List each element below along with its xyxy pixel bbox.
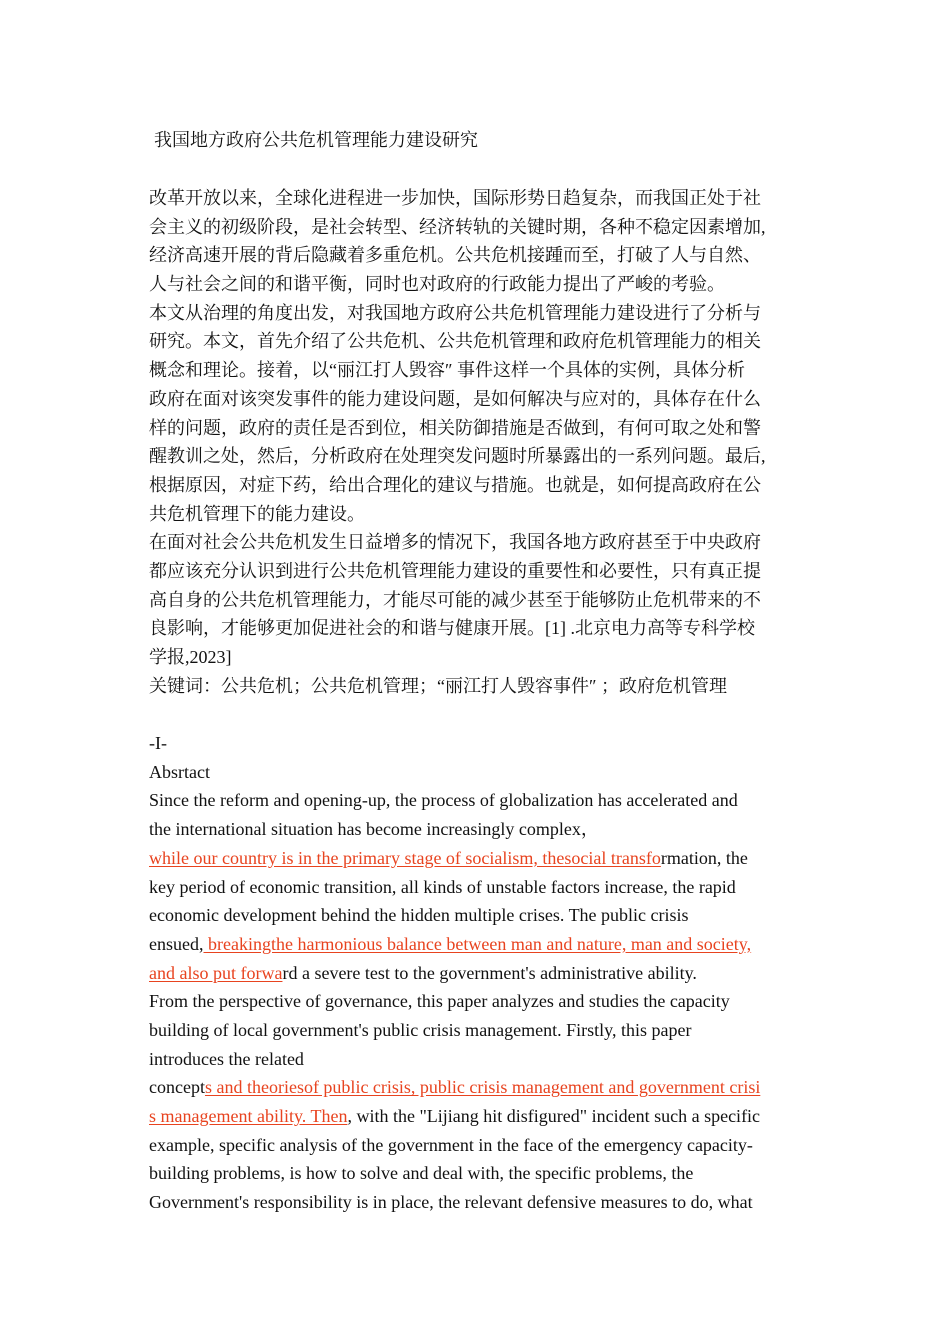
en-line: the international situation has become increasingly complex， xyxy=(149,819,599,840)
cn-keywords: 关键词：公共危机；公共危机管理；“丽江打人毁容事件″ ；政府危机管理 xyxy=(149,675,727,696)
tracked-change-text: while our country is in the primary stage of socialism, thesocial transfo xyxy=(149,847,661,868)
en-line: economic development behind the hidden multiple crises. The public crisis xyxy=(149,905,689,926)
cn-p2-line: 概念和理论。接着，以“丽江打人毁容″ 事件这样一个具体的实例，具体分析 xyxy=(149,360,745,381)
tracked-change-text: s and theoriesof public crisis, public crisis management and government crisi xyxy=(204,1077,761,1098)
en-line: building of local government's public crisis management. Firstly, this paper xyxy=(149,1019,692,1040)
tracked-change-text: and also put forwa xyxy=(149,962,283,983)
en-line xyxy=(149,959,829,988)
en-line: From the perspective of governance, this paper analyzes and studies the capacity xyxy=(149,991,730,1012)
cn-p2-line: 根据原因，对症下药，给出合理化的建议与措施。也就是，如何提高政府在公 xyxy=(149,474,761,495)
cn-p1-line: 人与社会之间的和谐平衡，同时也对政府的行政能力提出了严峻的考验。 xyxy=(149,274,725,295)
cn-p3-line: 高自身的公共危机管理能力，才能尽可能的减少甚至于能够防止危机带来的不 xyxy=(149,589,761,610)
document-title: 我国地方政府公共危机管理能力建设研究 xyxy=(154,130,478,150)
en-text: concept xyxy=(149,1077,205,1098)
en-line xyxy=(149,844,829,873)
en-line xyxy=(149,1073,829,1102)
cn-p1-line: 改革开放以来，全球化进程进一步加快，国际形势日趋复杂，而我国正处于社 xyxy=(149,188,761,208)
cn-p1-line: 经济高速开展的背后隐藏着多重危机。公共危机接踵而至，打破了人与自然、 xyxy=(149,245,761,266)
tracked-change-text: breakingthe harmonious balance between man and nature, man and society, xyxy=(203,933,752,954)
en-line: example, specific analysis of the government in the face of the emergency capacity- xyxy=(149,1134,753,1155)
tracked-change-text: s management ability. Then xyxy=(149,1106,348,1126)
abstract-heading: Absrtact xyxy=(149,761,210,782)
en-line: building problems, is how to solve and deal with, the specific problems, the xyxy=(149,1163,694,1184)
en-text: rmation, the xyxy=(660,847,748,868)
en-line: introduces the related xyxy=(149,1048,304,1069)
document-body xyxy=(149,184,829,1217)
page-number: -I- xyxy=(149,733,167,754)
spacer xyxy=(149,700,829,729)
cn-p2-line: 样的问题，政府的责任是否到位，相关防御措施是否做到，有何可取之处和警 xyxy=(149,417,761,438)
cn-p3-line: 学报,2023] xyxy=(149,647,232,667)
cn-p3-line: 都应该充分认识到进行公共危机管理能力建设的重要性和必要性，只有真正提 xyxy=(149,560,761,581)
cn-p1-line: 会主义的初级阶段，是社会转型、经济转轨的关键时期，各种不稳定因素增加, xyxy=(149,216,766,237)
cn-p2-line: 本文从治理的角度出发，对我国地方政府公共危机管理能力建设进行了分析与 xyxy=(149,302,761,323)
cn-p2-line: 醒教训之处，然后，分析政府在处理突发问题时所暴露出的一系列问题。最后, xyxy=(149,446,766,467)
cn-p2-line: 共危机管理下的能力建设。 xyxy=(149,503,365,524)
en-text: , with the "Lijiang hit disfigured" incident such a specific xyxy=(347,1106,761,1126)
en-text: ensued, xyxy=(149,933,204,954)
cn-p2-line: 政府在面对该突发事件的能力建设问题，是如何解决与应对的，具体存在什么 xyxy=(149,388,761,409)
en-line xyxy=(149,930,829,959)
en-line xyxy=(149,1102,829,1131)
cn-p2-line: 研究。本文，首先介绍了公共危机、公共危机管理和政府危机管理能力的相关 xyxy=(149,331,761,352)
cn-p3-line: 良影响，才能够更加促进社会的和谐与健康开展。[1] .北京电力高等专科学校 xyxy=(149,618,755,639)
en-line: Since the reform and opening-up, the process of globalization has accelerated and xyxy=(149,790,738,811)
cn-p3-line: 在面对社会公共危机发生日益增多的情况下，我国各地方政府甚至于中央政府 xyxy=(149,532,761,553)
en-text: rd a severe test to the government's administrative ability. xyxy=(282,962,697,983)
en-line: key period of economic transition, all kinds of unstable factors increase, the rapid xyxy=(149,876,736,897)
en-line: Government's responsibility is in place, the relevant defensive measures to do, what xyxy=(149,1192,753,1213)
